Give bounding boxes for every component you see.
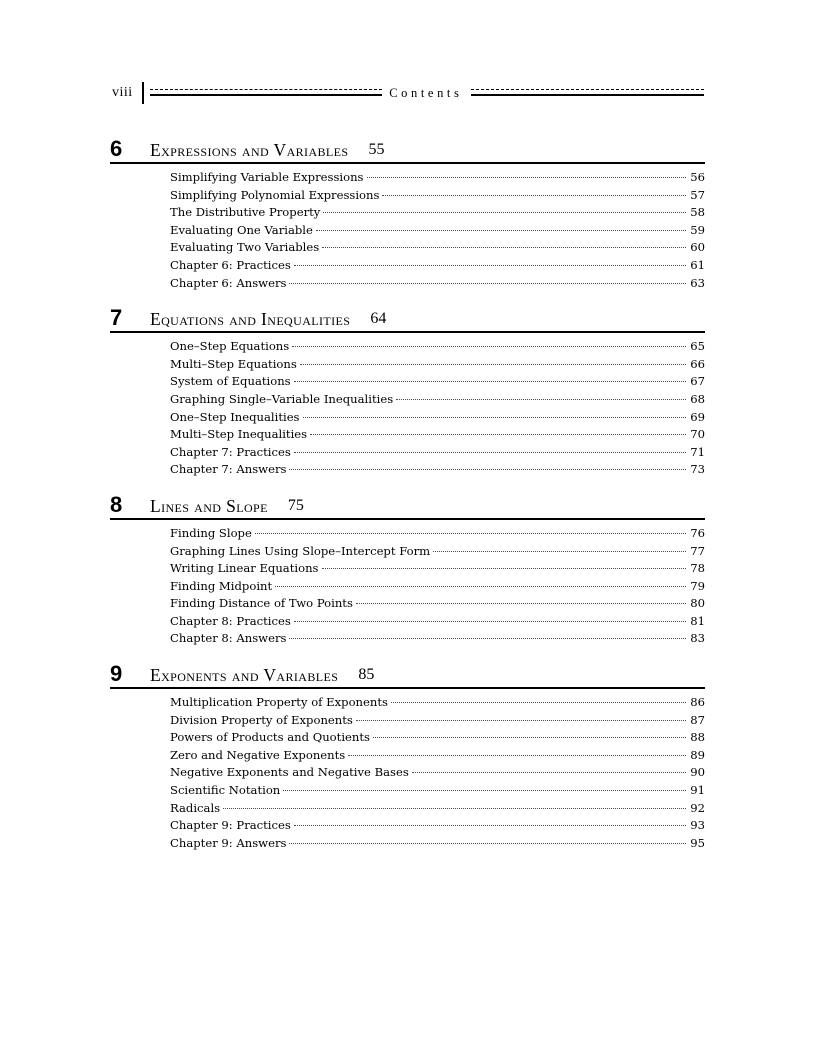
toc-entry-title: Evaluating One Variable: [170, 222, 313, 237]
toc-entry-title: System of Equations: [170, 374, 291, 389]
dot-leader: [289, 836, 686, 847]
toc-entry[interactable]: [170, 543, 705, 561]
dot-leader: [356, 596, 686, 607]
dot-leader: [348, 748, 686, 759]
dot-leader: [322, 240, 686, 251]
toc-entry-title: Chapter 7: Practices: [170, 444, 291, 459]
toc-entry[interactable]: [170, 835, 705, 853]
toc-entry-title: Radicals: [170, 800, 221, 815]
toc-entry[interactable]: [170, 630, 705, 648]
toc-entry-title: Chapter 7: Answers: [170, 462, 287, 477]
toc-entry-page-number: 61: [690, 257, 705, 272]
toc-chapter: [0, 301, 816, 479]
toc-entry[interactable]: [170, 356, 705, 374]
toc-entry-page-number: 87: [690, 712, 705, 727]
toc-entry[interactable]: [170, 560, 705, 578]
toc-entry-page-number: 81: [690, 613, 705, 628]
header-title: Contents: [389, 85, 463, 100]
dot-leader: [289, 631, 686, 642]
toc-entry-page-number: 83: [690, 631, 705, 646]
toc-entry-title: Chapter 9: Answers: [170, 835, 287, 850]
toc-entry-title: Multi–Step Equations: [170, 356, 297, 371]
toc-entry[interactable]: [170, 187, 705, 205]
toc-entry-title: Chapter 8: Practices: [170, 613, 291, 628]
toc-entry[interactable]: [170, 444, 705, 462]
dot-leader: [396, 392, 686, 403]
toc-entry-title: Writing Linear Equations: [170, 561, 319, 576]
dot-leader: [294, 614, 686, 625]
toc-entry-page-number: 79: [690, 578, 705, 593]
chapter-page-number: 64: [370, 310, 387, 328]
table-of-contents: [0, 132, 816, 852]
toc-entry-title: Graphing Single–Variable Inequalities: [170, 391, 394, 406]
toc-chapter: [0, 488, 816, 648]
toc-entry-page-number: 91: [690, 783, 705, 798]
toc-chapter: [0, 132, 816, 292]
dot-leader: [303, 410, 686, 421]
dot-leader: [283, 783, 686, 794]
dot-leader: [223, 801, 686, 812]
dot-leader: [294, 818, 686, 829]
chapter-rule: [110, 331, 705, 333]
toc-entry[interactable]: [170, 764, 705, 782]
toc-entry-page-number: 69: [690, 409, 705, 424]
toc-entry-title: Scientific Notation: [170, 783, 281, 798]
toc-entry-page-number: 71: [690, 444, 705, 459]
toc-entry-title: Zero and Negative Exponents: [170, 747, 346, 762]
chapter-heading[interactable]: [110, 657, 705, 687]
dot-leader: [300, 357, 686, 368]
toc-entry-page-number: 56: [690, 170, 705, 184]
dot-leader: [367, 170, 687, 181]
toc-entry-page-number: 65: [690, 339, 705, 354]
chapter-heading[interactable]: [110, 488, 705, 518]
toc-entry[interactable]: [170, 222, 705, 240]
dot-leader: [289, 276, 686, 287]
chapter-page-number: 55: [368, 141, 385, 158]
chapter-rule: [110, 687, 705, 689]
toc-entry-title: One–Step Inequalities: [170, 409, 300, 424]
toc-entry-title: Powers of Products and Quotients: [170, 730, 370, 745]
chapter-page-number: 85: [358, 666, 375, 684]
header-rule-left: [150, 89, 383, 97]
dot-leader: [275, 579, 686, 590]
toc-entry-title: Simplifying Polynomial Expressions: [170, 187, 380, 202]
toc-entry[interactable]: [170, 391, 705, 409]
chapter-title: Exponents and Variables: [150, 665, 339, 686]
chapter-number: 7: [110, 305, 123, 331]
header-rule-right: [471, 89, 704, 97]
toc-entry-page-number: 78: [690, 561, 705, 576]
toc-entry[interactable]: [170, 817, 705, 835]
toc-entry[interactable]: [170, 373, 705, 391]
toc-entry[interactable]: [170, 747, 705, 765]
toc-entry-title: Chapter 8: Answers: [170, 631, 287, 646]
toc-entry-page-number: 60: [690, 240, 705, 255]
dot-leader: [255, 526, 686, 537]
dot-leader: [292, 339, 686, 350]
toc-entry[interactable]: [170, 729, 705, 747]
dot-leader: [310, 427, 686, 438]
toc-entry-page-number: 95: [690, 835, 705, 850]
toc-entry-page-number: 88: [690, 730, 705, 745]
toc-entry-page-number: 77: [690, 543, 705, 558]
dot-leader: [316, 223, 686, 234]
toc-entry-page-number: 59: [690, 222, 705, 237]
toc-entry[interactable]: [170, 204, 705, 222]
dot-leader: [356, 713, 686, 724]
toc-entry-title: Finding Slope: [170, 525, 252, 540]
toc-entry-page-number: 93: [690, 818, 705, 833]
toc-entry-page-number: 58: [690, 205, 705, 220]
chapter-title: Equations and Inequalities: [150, 309, 351, 330]
toc-entry[interactable]: [170, 595, 705, 613]
chapter-rule: [110, 518, 705, 520]
toc-entry[interactable]: [170, 275, 705, 293]
chapter-title: Expressions and Variables: [150, 140, 349, 160]
toc-entry[interactable]: [170, 257, 705, 275]
dot-leader: [294, 445, 686, 456]
chapter-heading[interactable]: [110, 132, 705, 162]
toc-chapter: [0, 657, 816, 852]
toc-entry[interactable]: [170, 782, 705, 800]
toc-entry[interactable]: [170, 426, 705, 444]
toc-entry[interactable]: [170, 525, 705, 543]
toc-entry-page-number: 67: [690, 374, 705, 389]
toc-entry-page-number: 92: [690, 800, 705, 815]
toc-entry-page-number: 86: [690, 695, 705, 710]
toc-entry[interactable]: [170, 409, 705, 427]
chapter-entry-list: [170, 167, 705, 292]
toc-entry-title: Chapter 6: Practices: [170, 257, 291, 272]
toc-entry-page-number: 90: [690, 765, 705, 780]
toc-entry-title: Graphing Lines Using Slope–Intercept Form: [170, 543, 431, 558]
toc-entry-title: The Distributive Property: [170, 205, 321, 220]
dot-leader: [289, 462, 686, 473]
chapter-entry-list: [170, 523, 705, 648]
chapter-page-number: 75: [287, 496, 304, 514]
toc-entry[interactable]: [170, 800, 705, 818]
toc-entry-title: Negative Exponents and Negative Bases: [170, 765, 409, 780]
toc-entry[interactable]: [170, 712, 705, 730]
toc-entry-page-number: 76: [690, 525, 705, 540]
running-header: [112, 80, 704, 106]
dot-leader: [322, 561, 687, 572]
toc-entry[interactable]: [170, 694, 705, 712]
toc-entry-title: One–Step Equations: [170, 339, 290, 354]
toc-entry[interactable]: [170, 169, 705, 187]
dot-leader: [391, 695, 686, 706]
chapter-title: Lines and Slope: [150, 495, 268, 516]
dot-leader: [433, 544, 686, 555]
toc-entry-page-number: 57: [690, 187, 705, 202]
toc-entry-title: Division Property of Exponents: [170, 712, 353, 727]
chapter-number: 9: [110, 661, 123, 687]
toc-entry-title: Chapter 9: Practices: [170, 818, 291, 833]
toc-entry-page-number: 80: [690, 596, 705, 611]
dot-leader: [294, 258, 686, 269]
dot-leader: [294, 374, 686, 385]
toc-entry-title: Multi–Step Inequalities: [170, 427, 308, 442]
chapter-rule: [110, 162, 705, 164]
dot-leader: [323, 205, 686, 216]
toc-entry[interactable]: [170, 239, 705, 257]
toc-entry[interactable]: [170, 613, 705, 631]
toc-entry-page-number: 73: [690, 462, 705, 477]
dot-leader: [373, 730, 686, 741]
toc-entry-title: Chapter 6: Answers: [170, 275, 287, 290]
dot-leader: [412, 765, 686, 776]
chapter-number: 8: [110, 491, 123, 517]
toc-entry-page-number: 70: [690, 427, 705, 442]
toc-entry-title: Finding Distance of Two Points: [170, 596, 353, 611]
toc-entry-title: Multiplication Property of Exponents: [170, 695, 388, 710]
chapter-entry-list: [170, 336, 705, 479]
toc-entry-page-number: 63: [690, 275, 705, 290]
chapter-number: 6: [110, 136, 123, 161]
chapter-entry-list: [170, 692, 705, 852]
toc-entry[interactable]: [170, 461, 705, 479]
page-folio: viii: [112, 85, 133, 100]
dot-leader: [382, 188, 686, 199]
toc-entry-page-number: 66: [690, 356, 705, 371]
toc-entry-title: Evaluating Two Variables: [170, 240, 320, 255]
toc-entry[interactable]: [170, 578, 705, 596]
toc-entry-title: Simplifying Variable Expressions: [170, 170, 364, 184]
folio-divider-bar: [142, 82, 144, 104]
chapter-heading[interactable]: [110, 301, 705, 331]
toc-entry-page-number: 89: [690, 747, 705, 762]
toc-entry[interactable]: [170, 338, 705, 356]
toc-entry-title: Finding Midpoint: [170, 578, 273, 593]
toc-entry-page-number: 68: [690, 391, 705, 406]
